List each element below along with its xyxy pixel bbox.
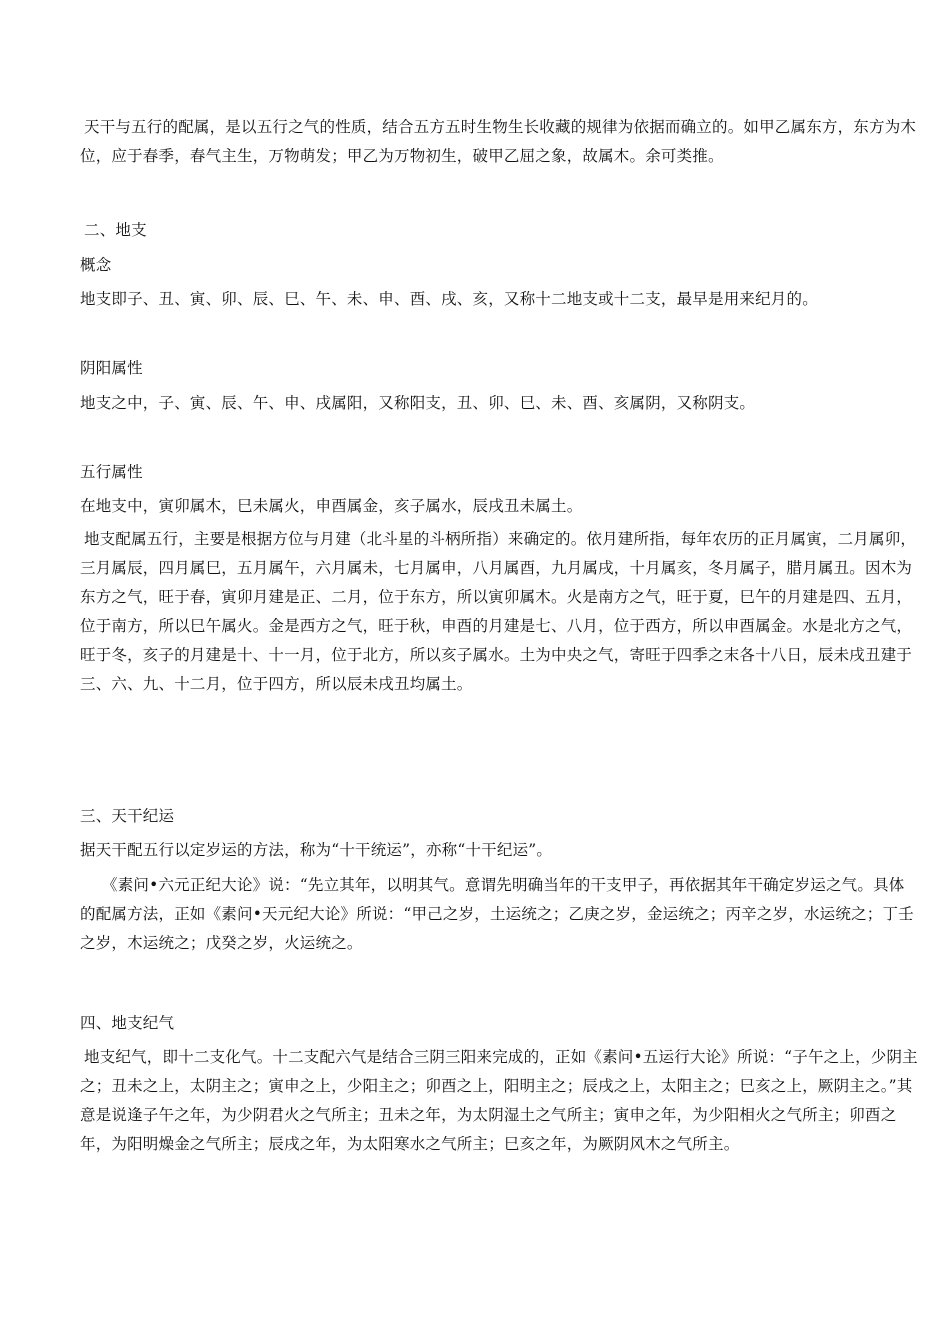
paragraph-stems-cycle: 据天干配五行以定岁运的方法，称为“十干统运”，亦称“十干纪运”。 (80, 841, 553, 859)
paragraph-suwen-quote: 《素问•六元正纪大论》说：“先立其年，以明其气。意谓先明确当年的干支甲子，再依据其年干确定岁运之气。具体的配属方法，正如《素问•天元纪大论》所说：“甲己之岁，土运统之；乙庚之岁，金运统之；丙辛之岁，水运统之；丁壬之岁，木运统之；戊癸之岁，火运统之。 (80, 876, 914, 952)
subheading-concept: 概念 (80, 256, 112, 274)
paragraph-branches-qi: 地支纪气，即十二支化气。十二支配六气是结合三阴三阳来完成的，正如《素问•五运行大论》所说：“子午之上，少阴主之；丑未之上，太阴主之；寅申之上，少阳主之；卯酉之上，阳明主之；辰戌之上，太阳主之；巳亥之上，厥阴主之。”其意是说逢子午之年，为少阴君火之气所主；丑未之年，为太阴湿土之气所主；寅申之年，为少阳相火之气所主；卯酉之年，为阳明燥金之气所主；辰戌之年，为太阳寒水之气所主；巳亥之年，为厥阴风木之气所主。 (80, 1048, 918, 1153)
section-heading-earthly-branches: 二、地支 (84, 221, 147, 239)
section-heading-stems-cycle: 三、天干纪运 (80, 807, 175, 825)
paragraph-yin-yang: 地支之中，子、寅、辰、午、申、戌属阳，又称阳支，丑、卯、巳、未、酉、亥属阴，又称阴支。 (80, 394, 756, 412)
subheading-yin-yang: 阴阳属性 (80, 359, 143, 377)
paragraph-branches-concept: 地支即子、丑、寅、卯、辰、巳、午、未、申、酉、戌、亥，又称十二地支或十二支，最早是用来纪月的。 (80, 290, 818, 308)
subheading-five-elements: 五行属性 (80, 463, 143, 481)
paragraph-branch-elements-detail: 地支配属五行，主要是根据方位与月建（北斗星的斗柄所指）来确定的。依月建所指，每年农历的正月属寅，二月属卯，三月属辰，四月属巳，五月属午，六月属未，七月属申，八月属酉，九月属戌，十月属亥，冬月属子，腊月属丑。因木为东方之气，旺于春，寅卯月建是正、二月，位于东方，所以寅卯属木。火是南方之气，旺于夏，巳午的月建是四、五月，位于南方，所以巳午属火。金是西方之气，旺于秋，申酉的月建是七、八月，位于西方，所以申酉属金。水是北方之气，旺于冬，亥子的月建是十、十一月，位于北方，所以亥子属水。土为中央之气，寄旺于四季之末各十八日，辰未戌丑建于三、六、九、十二月，位于四方，所以辰未戌丑均属土。 (80, 530, 917, 693)
section-heading-branches-qi: 四、地支纪气 (80, 1014, 175, 1032)
paragraph-branch-elements: 在地支中，寅卯属木，巳未属火，申酉属金，亥子属水，辰戌丑未属土。 (80, 497, 583, 515)
paragraph-heavenly-stems-five-elements: 天干与五行的配属，是以五行之气的性质，结合五方五时生物生长收藏的规律为依据而确立的。如甲乙属东方，东方为木位，应于春季，春气主生，万物萌发；甲乙为万物初生，破甲乙屈之象，故属木。余可类推。 (80, 118, 917, 165)
